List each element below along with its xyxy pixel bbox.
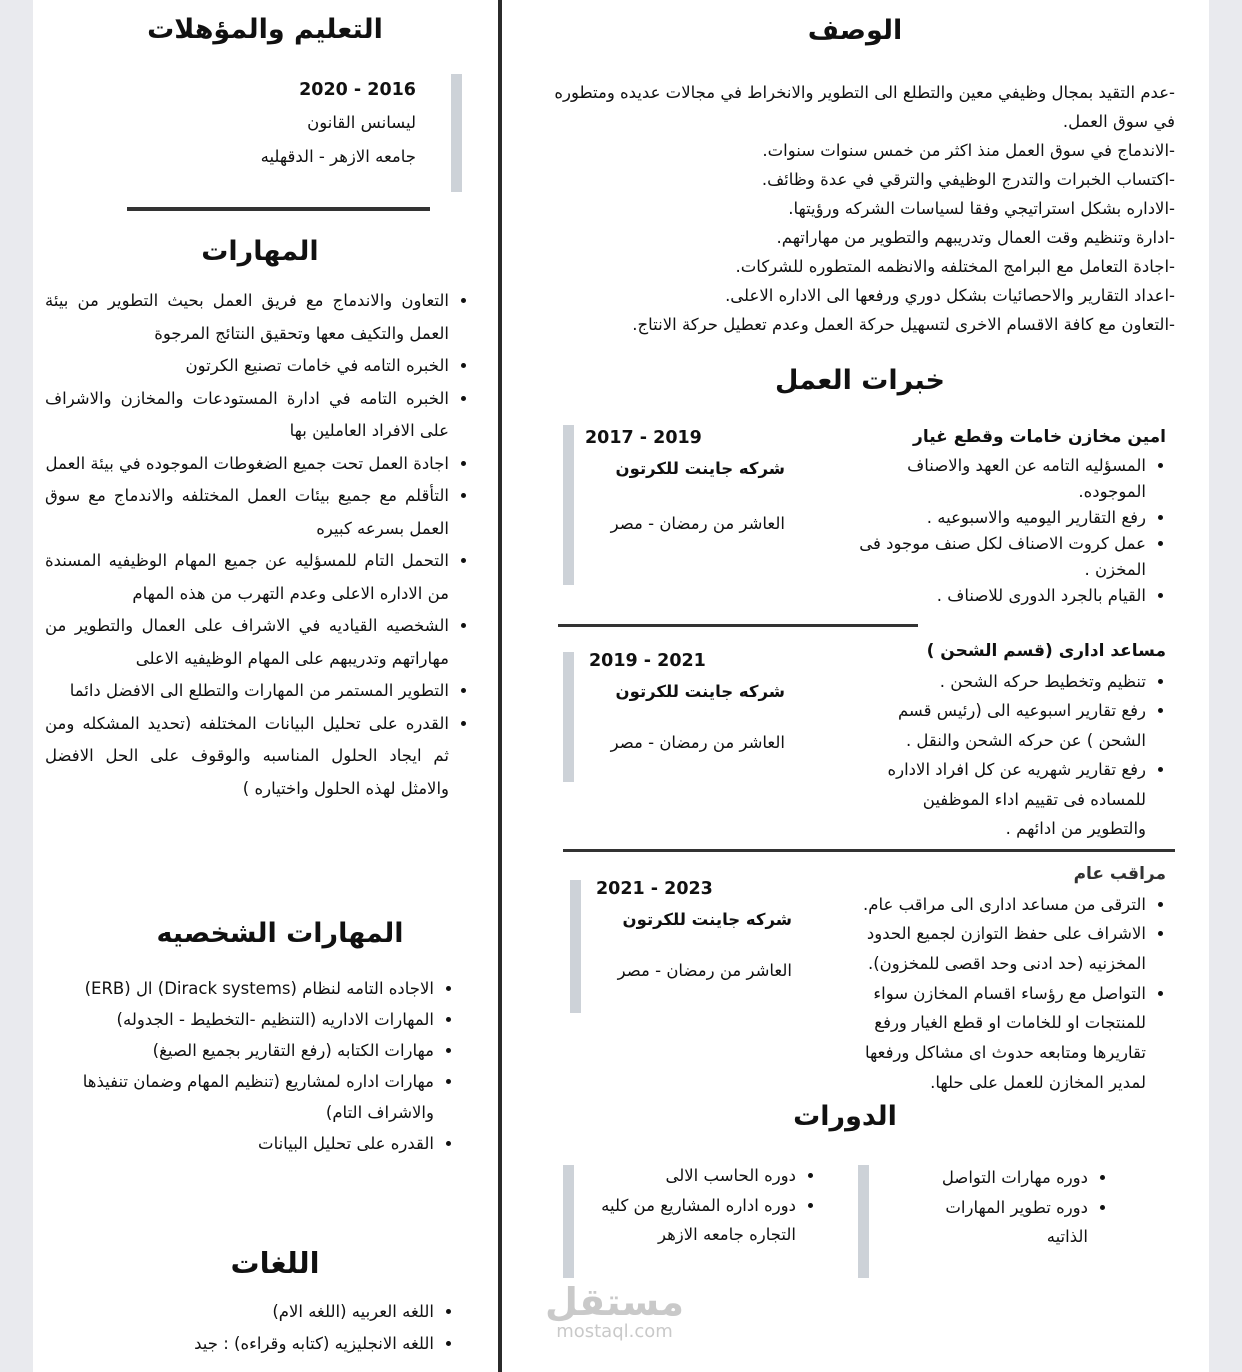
list-item: • القدره على تحليل البيانات xyxy=(62,1128,434,1159)
description-title: الوصف xyxy=(807,15,903,46)
description-line: -اعداد التقارير والاحصائيات بشكل دوري ورفعها الى الاداره الاعلى. xyxy=(725,286,1175,305)
list-item: • دوره مهارات التواصل xyxy=(900,1163,1088,1193)
list-item: • الترقى من مساعد ادارى الى مراقب عام. xyxy=(830,890,1146,920)
list-item: • اللغه الانجليزيه (كتابه وقراءه) : جيد xyxy=(100,1328,434,1360)
list-item: • اجادة العمل تحت جميع الضغوطات الموجوده في بيئة العمل xyxy=(45,448,449,481)
list-item: • رفع تقارير شهريه عن كل افراد الاداره للمساده فى تقييم اداء الموظفين والتطوير من ادائهم . xyxy=(870,755,1146,844)
section-divider xyxy=(127,207,430,211)
list-item: • المهارات الاداريه (التنظيم -التخطيط - الجدوله) xyxy=(62,1004,434,1035)
job-accent-bar xyxy=(563,425,574,585)
personal-skills-title: المهارات الشخصيه xyxy=(156,918,404,949)
list-item: • رفع تقارير اسبوعيه الى (رئيس قسم الشحن ) عن حركه الشحن والنقل . xyxy=(870,696,1146,755)
job-location: العاشر من رمضان - مصر xyxy=(610,514,785,533)
list-item: • مهارات اداره لمشاريع (تنظيم المهام وضمان تنفيذها والاشراف التام) xyxy=(62,1066,434,1128)
watermark-brand: مستقل xyxy=(545,1280,684,1324)
list-item: • دوره تطوير المهارات الذاتيه xyxy=(900,1193,1088,1252)
education-years: 2016 - 2020 xyxy=(299,80,416,100)
description-line: -اكتساب الخبرات والتدرج الوظيفي والترقي في عدة وظائف. xyxy=(761,170,1175,189)
list-item: • اللغه العربيه (اللغه الام) xyxy=(100,1296,434,1328)
personal-skills-section xyxy=(100,918,460,949)
experience-section xyxy=(710,365,1010,396)
languages-section xyxy=(150,1246,400,1280)
list-item: • التحمل التام للمسؤليه عن جميع المهام الوظيفيه المسندة من الاداره الاعلى وعدم التهرب من هذه المهام xyxy=(45,545,449,610)
list-item: • القدره على تحليل البيانات المختلفه (تحديد المشكله ومن ثم ايجاد الحلول المناسبه والوقوف على الحل الافضل والامثل لهذه الحلول واختياره ) xyxy=(45,708,449,806)
list-item: • الخبره التامه في خامات تصنيع الكرتون xyxy=(45,350,449,383)
courses-right-list xyxy=(900,1163,1110,1252)
job-divider xyxy=(563,849,1175,852)
list-item: • التأقلم مع جميع بيئات العمل المختلفه والاندماج مع سوق العمل بسرعه كبيره xyxy=(45,480,449,545)
description-line: -اجادة التعامل مع البرامج المختلفه والانظمه المتطوره للشركات. xyxy=(735,257,1175,276)
list-item: • التعاون والاندماج مع فريق العمل بحيث التطوير من بيئة العمل والتكيف معها وتحقيق النتائج المرجوة xyxy=(45,285,449,350)
job-2 xyxy=(870,637,1166,844)
list-item: • التواصل مع رؤساء اقسام المخازن سواء للمنتجات او للخامات او قطع الغيار ورفع تقاريرها ومتابعه حدوث اى مشاكل ورفعها لمدير المخازن للعمل على حلها. xyxy=(830,979,1146,1098)
job-divider xyxy=(558,624,918,627)
job-company: شركه جاينت للكرتون xyxy=(615,458,785,478)
description-line: -التعاون مع كافة الاقسام الاخرى لتسهيل حركة العمل وعدم تعطيل حركة الانتاج. xyxy=(632,315,1175,334)
job-3-meta xyxy=(592,875,792,986)
list-item: • رفع التقارير اليوميه والاسبوعيه . xyxy=(840,505,1146,531)
skills-title: المهارات xyxy=(201,236,319,267)
courses-accent-bar xyxy=(563,1165,574,1278)
watermark xyxy=(545,1282,684,1342)
job-location: العاشر من رمضان - مصر xyxy=(610,733,785,752)
education-title: التعليم والمؤهلات xyxy=(147,14,383,45)
job-role: مساعد ادارى (قسم الشحن ) xyxy=(926,641,1166,661)
list-item: • عمل كروت الاصناف لكل صنف موجود فى المخزن . xyxy=(840,531,1146,583)
languages-title: اللغات xyxy=(230,1246,320,1280)
job-1 xyxy=(840,423,1166,609)
job-years: 2021 - 2023 xyxy=(596,879,713,899)
list-item: • الاجاده التامه لنظام (Dirack systems) ال (ERB) xyxy=(62,973,434,1004)
job-2-meta xyxy=(585,647,785,758)
courses-left-list xyxy=(590,1161,830,1250)
description-section xyxy=(740,15,970,46)
list-item: • المسؤليه التامه عن العهد والاصناف الموجوده. xyxy=(840,453,1146,505)
education-school: جامعه الازهر - الدقهليه xyxy=(260,146,416,166)
list-item: • دوره الحاسب الالى xyxy=(590,1161,796,1191)
list-item: • الاشراف على حفظ التوازن لجميع الحدود المخزنيه (حد ادنى وحد اقصى للمخزون). xyxy=(830,919,1146,978)
description-text xyxy=(535,78,1175,339)
job-accent-bar xyxy=(570,880,581,1013)
column-divider xyxy=(498,0,502,1372)
list-item: • مهارات الكتابه (رفع التقارير بجميع الصيغ) xyxy=(62,1035,434,1066)
description-line: -ادارة وتنظيم وقت العمال وتدريبهم والتطوير من مهاراتهم. xyxy=(776,228,1175,247)
job-role: مراقب عام xyxy=(1073,864,1166,884)
experience-title: خبرات العمل xyxy=(775,365,945,396)
watermark-site: mostaql.com xyxy=(556,1321,673,1342)
skills-section xyxy=(60,236,460,267)
job-company: شركه جاينت للكرتون xyxy=(615,681,785,701)
list-item: • تنظيم وتخطيط حركه الشحن . xyxy=(870,667,1146,697)
list-item: • الخبره التامه في ادارة المستودعات والمخازن والاشراف على الافراد العاملين بها xyxy=(45,383,449,448)
education-section xyxy=(60,14,470,45)
description-line: -عدم التقيد بمجال وظيفي معين والتطلع الى التطوير والانخراط في مجالات عديده ومتطوره في سوق العمل. xyxy=(554,83,1175,131)
job-accent-bar xyxy=(563,652,574,782)
education-accent-bar xyxy=(451,74,462,192)
job-location: العاشر من رمضان - مصر xyxy=(617,961,792,980)
courses-accent-bar xyxy=(858,1165,869,1278)
courses-title: الدورات xyxy=(793,1101,897,1132)
job-3 xyxy=(830,860,1166,1097)
description-line: -الاداره بشكل استراتيجي وفقا لسياسات الشركه ورؤيتها. xyxy=(788,199,1175,218)
job-1-meta xyxy=(585,424,785,539)
education-degree: ليسانس القانون xyxy=(307,112,416,132)
languages-list xyxy=(100,1296,462,1360)
description-line: -الاندماج في سوق العمل منذ اكثر من خمس سنوات سنوات. xyxy=(762,141,1175,160)
skills-list xyxy=(45,285,475,805)
list-item: • دوره اداره المشاريع من كليه التجاره جامعه الازهر xyxy=(590,1191,796,1250)
job-years: 2017 - 2019 xyxy=(585,428,702,448)
job-years: 2019 - 2021 xyxy=(589,651,706,671)
education-entry xyxy=(150,76,416,174)
list-item: • القيام بالجرد الدورى للاصناف . xyxy=(840,583,1146,609)
job-role: امين مخازن خامات وقطع غيار xyxy=(913,427,1166,447)
list-item: • الشخصيه القياديه في الاشراف على العمال والتطوير من مهاراتهم وتدريبهم على المهام الوظيفيه الاعلى xyxy=(45,610,449,675)
personal-skills-list xyxy=(62,973,462,1159)
job-company: شركه جاينت للكرتون xyxy=(622,909,792,929)
courses-section xyxy=(740,1101,950,1132)
list-item: • التطوير المستمر من المهارات والتطلع الى الافضل دائما xyxy=(45,675,449,708)
